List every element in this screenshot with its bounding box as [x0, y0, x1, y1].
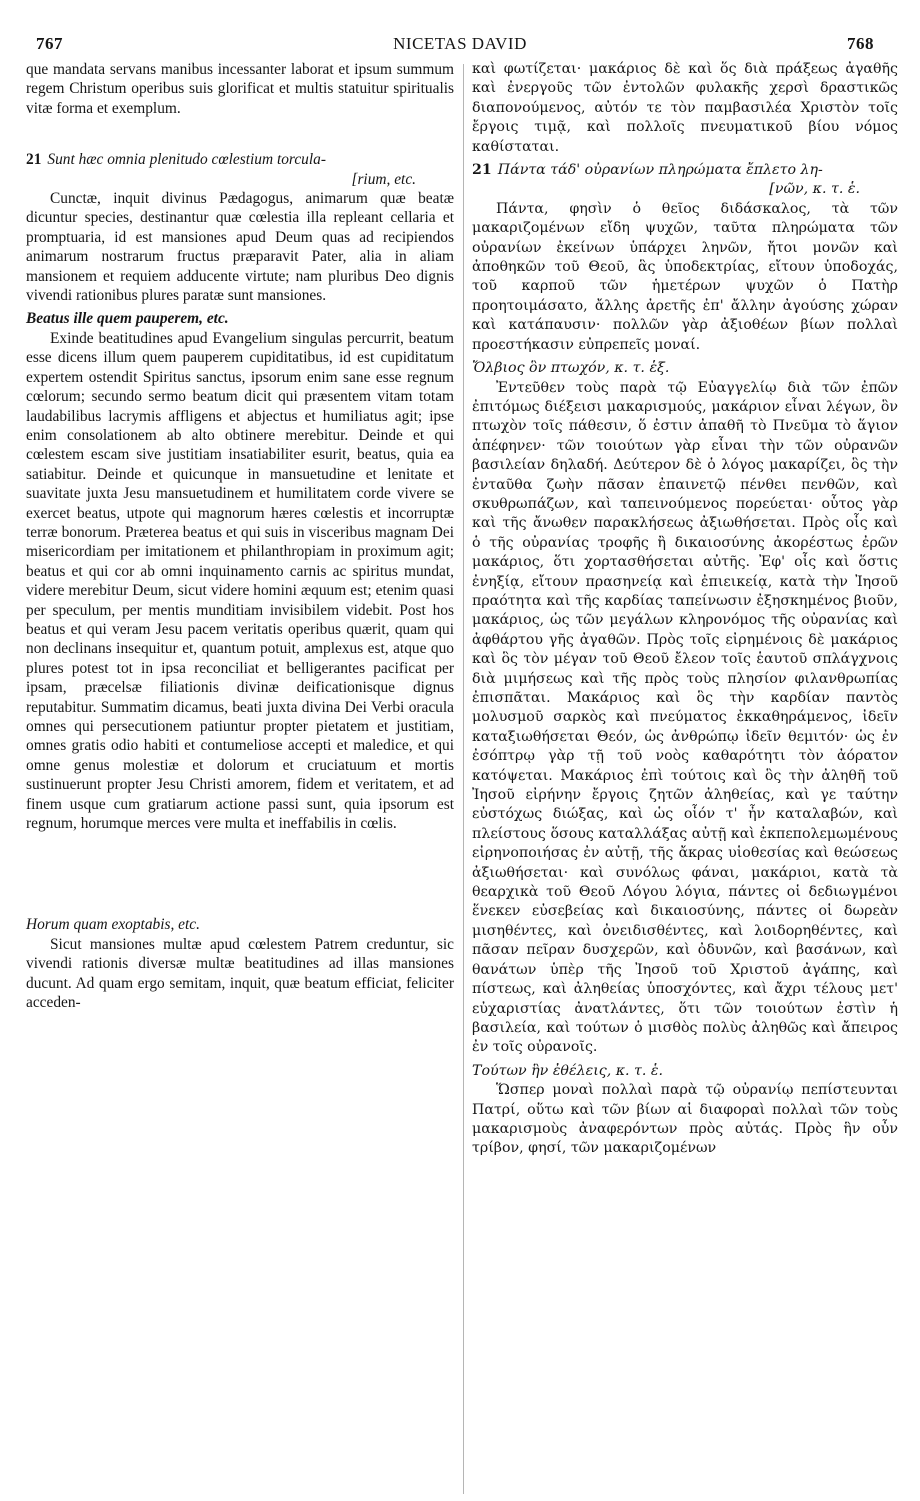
greek-paragraph-4: Ὥσπερ μοναὶ πολλαὶ παρὰ τῷ οὐρανίῳ πεπίστευνται Πατρί, οὕτω καὶ τῶν βίων αἱ διαφοραὶ πολλαὶ τῶν τοὺς μακαρισμοὺς ἀναφερόντων πρὸς αὐτάς. Πρὸς ἣν οὖν τρίβον, φησί, τῶν μακαριζομένων — [472, 1082, 898, 1157]
running-title: NICETAS DAVID — [393, 34, 527, 53]
greek-paragraph-2: Πάντα, φησὶν ὁ θεῖος διδάσκαλος, τὰ τῶν μακαριζομένων εἴδη ψυχῶν, ταῦτα πληρώματα τῶν οὐρανίων ἐκείνων ὑπάρχει ληνῶν, ἤτοι μονῶν καὶ ἀποθηκῶν τοῦ Θεοῦ, ἃς ὑποδεκτρίας, εἴτουν ὑποδοχάς, τοῦ καρποῦ τῶν ἡμετέρων ψυχῶν ὁ Πατὴρ προητοιμάσατο, ἄλλης ἀρετῆς ἐπ' ἄλλην ἀγούσης χώραν καὶ κατάπαυσιν· πολλῶν γὰρ ἀξιοθέων βίων πολλαὶ προεστήκασιν εὐπρεπεῖς μοναί. — [472, 200, 898, 353]
greek-lemma-olbios: Ὄλβιος ὃν πτωχόν, κ. τ. ἑξ. — [472, 360, 670, 377]
latin-lemma-beatus: Beatus ille quem pauperem, etc. — [26, 310, 229, 328]
latin-lemma-21 — [26, 150, 454, 189]
latin-paragraph-2: Cunctæ, inquit divinus Pædagogus, animarum quæ beatæ dicuntur species, destinantur quæ cœlestia illa repleant cellaria et promptuaria, id est mansiones apud Deum quas ad recipiendos animarum nostrarum fructus præparavit Pater, alia in aliam mansionem et requiem adducente virtute; nam pluribus Deo dignis vivendi rationibus plures paratæ sunt mansiones. — [26, 190, 454, 305]
spacer — [26, 833, 454, 911]
greek-lemma-21 — [472, 161, 898, 200]
page-header — [26, 34, 894, 60]
greek-column — [472, 60, 898, 1159]
latin-column — [26, 60, 454, 1012]
lemma-text: Sunt hæc omnia plenitudo cœlestium torcula- — [47, 151, 326, 169]
page-number-left: 767 — [36, 34, 63, 53]
column-divider — [463, 64, 464, 1494]
lemma-continuation: [νῶν, κ. τ. ἑ. — [769, 181, 860, 198]
greek-paragraph-1: καὶ φωτίζεται· μακάριος δὲ καὶ ὅς διὰ πράξεως ἀγαθῆς καὶ ἐνεργοῦς τῶν ἐντολῶν φυλακῆς χερσὶ δραστικῶς διαπονούμενος, αὐτόν τε τὸν παμβασιλέα Χριστὸν τοῖς ἔργοις τιμᾷ, καὶ πολλοῖς πνευματικοῦ βίου νόμος καθίσταται. — [472, 61, 898, 155]
latin-paragraph-4: Sicut mansiones multæ apud cœlestem Patrem creduntur, sic vivendi rationis diversæ multæ beatitudines ad illas mansiones ducunt. Ad quam ergo semitam, inquit, quæ beatum efficiat, feliciter acceden- — [26, 935, 454, 1012]
latin-paragraph-1: que mandata servans manibus incessanter laborat et ipsum summum regem Christum operibus suis glorificat et multis statuitur spiritualis vitæ forma et exemplum. — [26, 61, 454, 117]
lemma-continuation: [rium, etc. — [351, 170, 416, 188]
lemma-number: 21 — [472, 162, 492, 179]
greek-paragraph-3: Ἐντεῦθεν τοὺς παρὰ τῷ Εὐαγγελίῳ διὰ τῶν ἐπῶν ἐπιτόμως διέξεισι μακαρισμούς, μακάριον εἶναι λέγων, ὃν πτωχὸν τοῖς πάθεσιν, ὅ ἐστιν ἀπαθῆ τὸ Πνεῦμα τὸ ἅγιον ἀπέφηνεν· τῶν τοιούτων γὰρ εἶναι τὴν τῶν οὐρανῶν βασιλείαν δηλαδή. Δεύτερον δὲ ὁ λόγος μακαρίζει, ὃς τὴν ἐνταῦθα ζωὴν πᾶσαν ἐπαινετῷ πένθει πενθῶν, καὶ σκυθρωπάζων, καὶ ταπεινούμενος πορεύεται· οὗτος γὰρ καὶ τῆς ἄνωθεν παρακλήσεως ἀξιωθήσεται. Πρὸς οἷς καὶ ὁ τῆς οὐρανίας τροφῆς ἢ δικαιοσύνης ἀκορέστως ἐρῶν μακάριος, ὅτι χορτασθήσεται αὐτῆς. Ἐφ' οἷς καὶ ὅστις ἐνηξίᾳ, εἴτουν πρασηνείᾳ καὶ ἐπιεικείᾳ, κατὰ τὴν Ἰησοῦ πραότητα καὶ τῆς καρδίας ταπείνωσιν ἐξησκημένος βιοῦν, μακάριος, ὡς τῶν μεγάλων κληρονόμος τῆς οὐρανίας καὶ ἀφθάρτου γῆς ἀγαθῶν. Πρὸς τοῖς εἰρημένοις δὲ μακάριος καὶ ὃς τὸν μέγαν τοῦ Θεοῦ ἔλεον τοῖς ἑαυτοῦ σπλάγχνοις διὰ μιμήσεως καὶ τῆς πρὸς τοὺς πλησίον φιλανθρωπίας ἐπισπᾶται. Μακάριος καὶ ὃς τὴν καρδίαν παντὸς μολυσμοῦ σαρκὸς καὶ πνεύματος ἐκκαθηράμενος, ἰδεῖν καταξιωθήσεται Θεόν, ὡς ἀνθρώπῳ ἰδεῖν θεμιτόν· ὡς ἐν ἐσόπτρῳ γὰρ τῇ τοῦ νοὸς καθαρότητι τὸν ἀόρατον κατόψεται. Μακάριος ἐπὶ τούτοις καὶ ὃς τὴν ἀληθῆ τοῦ Ἰησοῦ εἰρήνην ἔργοις ζητῶν ἀληθείας, καὶ γε ταύτην εὐστόχως διώξας, καὶ ὡς οἷόν τ' ἦν καταλαβών, καὶ πλείστους ὅσους καταλλάξας αὐτῇ καὶ ἐκπεπολεμωμένους εἰρηνοποιήσας ἐν αὐτῇ, τῆς ἄκρας υἱοθεσίας καὶ θεώσεως ἀξιωθήσεται· καὶ συνόλως φάναι, μακάριοι, κατὰ τὰ θεαρχικὰ τοῦ Θεοῦ Λόγου λόγια, πάντες οἱ δεδιωγμένοι ἕνεκεν εὐσεβείας καὶ δικαιοσύνης, πάντες οἱ δωρεὰν μισηθέντες, καὶ ὀνειδισθέντες, καὶ λοιδορηθέντες, καὶ πᾶσαν πεῖραν δυσχερῶν, καὶ ὀδυνῶν, καὶ βασάνων, καὶ θανάτων ὑπὲρ τῆς Ἰησοῦ τοῦ Χριστοῦ ἀγάπης, καὶ πίστεως, καὶ ἀληθείας ὑποσχόντες, καὶ ἄχρι τέλους μετ' εὐχαριστίας ἀνατλάντες, ὅτι τῶν τοιούτων ἐστὶν ἡ βασιλεία, καὶ τούτων ὁ μισθὸς πολὺς ἀληθῶς καὶ ἄπειρος ἐν τοῖς οὐρανοῖς. — [472, 379, 898, 1056]
latin-lemma-horum: Horum quam exoptabis, etc. — [26, 916, 200, 934]
text-columns — [26, 60, 898, 1500]
page-number-right: 768 — [847, 34, 874, 53]
spacer — [26, 118, 454, 146]
latin-paragraph-3: Exinde beatitudines apud Evangelium singulas percurrit, beatum esse dicens illum quem pauperem cupiditatibus, id est cupiditatum expertem ostendit Spiritus sanctus, ipsorum enim sane esse regnum cœlorum; secundo sermo beatum dicit qui præsentem vitam totam laudabilibus lacrymis affligens et abjectus et humiliatus agit; ipse enim consolationem ab alto obtinere merebitur. Deinde et qui cœlestem escam sive justitiam insatiabiliter esurit, beatus, quia ea satiabitur. Deinde et quicunque in mansuetudine et lenitate et suavitate juxta Jesu mansuetudinem et humilitatem corde vivere se exercet beatus, utpote qui magnorum hæres cœlestis et incorruptæ terræ bonorum. Præterea beatus et qui suis in visceribus magnam Dei misericordiam per imitationem et philanthropiam in proximum agit; beatus et qui cor ab omni inquinamento carnis ac spiritus mundat, videre merebitur Deum, sicut videre homini æquum est; etenim quasi per speculum, per mentis munditiam invisibilem videbit. Post hos beatus et qui veram Jesu pacem veritatis operibus quærit, quam qui non declinans insequitur et, quantum potuit, amplexus est, atque quo plures potest tot in ipsa reconciliat et belligerantes pacificat per ipsam, præcelsæ filiationis divinæ deificationisque dignus reputabitur. Summatim dicamus, beati juxta divina Dei Verbi oracula omnes qui persecutionem patiuntur propter pietatem et justitiam, omnes gratis odio habiti et contumeliose accepti et maledice, et qui omne genus molestiæ et dolorum et cruciatuum et mortis sustinuerunt propter Jesu Christi amorem, fidem et veritatem, et ad finem usque cum gratiarum actione passi sunt, quia ipsorum est regnum, horumque merces vere multa et ineffabilis in cœlis. — [26, 329, 454, 833]
lemma-text: Πάντα τάδ' οὐρανίων πληρώματα ἔπλετο λη- — [497, 162, 823, 179]
lemma-number: 21 — [26, 151, 42, 169]
greek-lemma-touton: Τούτων ἣν ἐθέλεις, κ. τ. ἑ. — [472, 1062, 664, 1079]
